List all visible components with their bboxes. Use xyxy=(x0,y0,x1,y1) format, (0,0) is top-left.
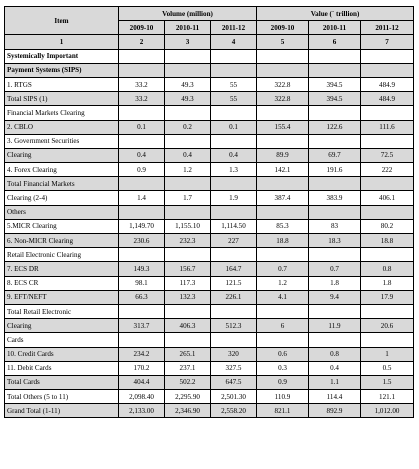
row-label: 1. RTGS xyxy=(5,77,119,91)
table-cell xyxy=(211,248,257,262)
table-body xyxy=(5,49,414,418)
table-cell: 394.5 xyxy=(309,92,361,106)
row-label: Financial Markets Clearing xyxy=(5,106,119,120)
table-cell: 0.7 xyxy=(257,262,309,276)
table-cell: 2,501.30 xyxy=(211,390,257,404)
table-cell: 18.8 xyxy=(257,234,309,248)
row-label: 4. Forex Clearing xyxy=(5,163,119,177)
table-cell xyxy=(361,333,414,347)
table-cell xyxy=(119,49,165,63)
table-cell: 0.8 xyxy=(309,347,361,361)
table-cell: 1.2 xyxy=(165,163,211,177)
column-number: 1 xyxy=(5,35,119,49)
table-cell: 2,558.20 xyxy=(211,404,257,418)
table-cell: 155.4 xyxy=(257,120,309,134)
table-cell: 327.5 xyxy=(211,361,257,375)
table-cell xyxy=(119,248,165,262)
table-cell xyxy=(309,248,361,262)
table-cell: 1.5 xyxy=(361,375,414,389)
table-cell xyxy=(257,248,309,262)
table-cell: 1.8 xyxy=(361,276,414,290)
year-header: 2009-10 xyxy=(257,21,309,35)
table-cell xyxy=(257,63,309,77)
row-label: 6. Non-MICR Clearing xyxy=(5,234,119,248)
table-cell xyxy=(211,63,257,77)
table-cell: 9.4 xyxy=(309,290,361,304)
table-cell: 0.1 xyxy=(119,120,165,134)
table-cell: 1.2 xyxy=(257,276,309,290)
table-cell: 18.8 xyxy=(361,234,414,248)
year-header: 2011-12 xyxy=(211,21,257,35)
table-row xyxy=(5,276,414,290)
table-cell: 512.3 xyxy=(211,319,257,333)
table-cell: 1.9 xyxy=(211,191,257,205)
table-cell: 322.8 xyxy=(257,77,309,91)
table-cell xyxy=(165,304,211,318)
table-cell: 404.4 xyxy=(119,375,165,389)
row-label: 10. Credit Cards xyxy=(5,347,119,361)
table-cell xyxy=(119,106,165,120)
row-label: 11. Debit Cards xyxy=(5,361,119,375)
table-cell: 66.3 xyxy=(119,290,165,304)
row-label: 7. ECS DR xyxy=(5,262,119,276)
table-cell: 234.2 xyxy=(119,347,165,361)
table-cell xyxy=(211,106,257,120)
table-cell xyxy=(361,304,414,318)
table-row xyxy=(5,262,414,276)
table-cell xyxy=(165,205,211,219)
year-header: 2011-12 xyxy=(361,21,414,35)
table-cell: 0.6 xyxy=(257,347,309,361)
table-cell: 230.6 xyxy=(119,234,165,248)
table-cell: 72.5 xyxy=(361,148,414,162)
table-cell: 222 xyxy=(361,163,414,177)
table-cell: 170.2 xyxy=(119,361,165,375)
table-row xyxy=(5,106,414,120)
table-cell xyxy=(309,63,361,77)
table-cell xyxy=(119,134,165,148)
table-cell: 1,149.70 xyxy=(119,219,165,233)
table-cell: 1,155.10 xyxy=(165,219,211,233)
table-cell: 0.9 xyxy=(119,163,165,177)
table-row xyxy=(5,49,414,63)
table-cell xyxy=(211,333,257,347)
table-cell: 191.6 xyxy=(309,163,361,177)
table-cell: 2,346.90 xyxy=(165,404,211,418)
table-cell: 33.2 xyxy=(119,77,165,91)
table-cell: 647.5 xyxy=(211,375,257,389)
table-cell xyxy=(119,333,165,347)
table-cell xyxy=(257,333,309,347)
table-cell: 149.3 xyxy=(119,262,165,276)
row-label: Total Others (5 to 11) xyxy=(5,390,119,404)
table-cell: 6 xyxy=(257,319,309,333)
table-cell: 33.2 xyxy=(119,92,165,106)
table-cell xyxy=(211,177,257,191)
table-cell: 0.9 xyxy=(257,375,309,389)
table-cell: 156.7 xyxy=(165,262,211,276)
table-cell: 1.1 xyxy=(309,375,361,389)
table-row xyxy=(5,77,414,91)
table-cell xyxy=(211,304,257,318)
table-cell xyxy=(165,49,211,63)
table-cell xyxy=(257,106,309,120)
table-cell xyxy=(165,63,211,77)
table-cell: 117.3 xyxy=(165,276,211,290)
table-cell: 313.7 xyxy=(119,319,165,333)
table-cell: 69.7 xyxy=(309,148,361,162)
table-cell: 18.3 xyxy=(309,234,361,248)
table-cell xyxy=(361,248,414,262)
header-row-top xyxy=(5,7,414,21)
table-cell: 17.9 xyxy=(361,290,414,304)
table-cell: 11.9 xyxy=(309,319,361,333)
table-cell xyxy=(257,304,309,318)
table-cell xyxy=(211,205,257,219)
table-cell: 2,133.00 xyxy=(119,404,165,418)
table-cell xyxy=(165,106,211,120)
table-cell: 55 xyxy=(211,92,257,106)
value-header: Value (` trillion) xyxy=(257,7,414,21)
row-label: Payment Systems (SIPS) xyxy=(5,63,119,77)
table-cell: 0.5 xyxy=(361,361,414,375)
column-number: 7 xyxy=(361,35,414,49)
table-cell xyxy=(211,49,257,63)
row-label: Clearing xyxy=(5,148,119,162)
table-cell: 98.1 xyxy=(119,276,165,290)
table-cell xyxy=(119,205,165,219)
table-cell: 4.1 xyxy=(257,290,309,304)
row-label: Grand Total (1-11) xyxy=(5,404,119,418)
table-cell: 132.3 xyxy=(165,290,211,304)
table-cell xyxy=(309,49,361,63)
table-cell: 227 xyxy=(211,234,257,248)
table-cell: 383.9 xyxy=(309,191,361,205)
table-cell: 20.6 xyxy=(361,319,414,333)
table-cell: 237.1 xyxy=(165,361,211,375)
column-number: 5 xyxy=(257,35,309,49)
column-number: 4 xyxy=(211,35,257,49)
table-cell xyxy=(309,304,361,318)
year-header: 2009-10 xyxy=(119,21,165,35)
table-row xyxy=(5,163,414,177)
table-cell: 406.1 xyxy=(361,191,414,205)
table-cell xyxy=(309,205,361,219)
table-row xyxy=(5,92,414,106)
table-cell: 406.3 xyxy=(165,319,211,333)
table-row xyxy=(5,304,414,318)
table-cell: 387.4 xyxy=(257,191,309,205)
table-cell: 0.4 xyxy=(211,148,257,162)
table-row xyxy=(5,134,414,148)
table-row xyxy=(5,248,414,262)
row-label: Others xyxy=(5,205,119,219)
row-label: 8. ECS CR xyxy=(5,276,119,290)
table-cell xyxy=(165,333,211,347)
row-label: Total Cards xyxy=(5,375,119,389)
table-cell: 1 xyxy=(361,347,414,361)
table-row xyxy=(5,319,414,333)
table-cell: 892.9 xyxy=(309,404,361,418)
row-label: Retail Electronic Clearing xyxy=(5,248,119,262)
volume-header: Volume (million) xyxy=(119,7,257,21)
year-header: 2010-11 xyxy=(309,21,361,35)
row-label: Total Retail Electronic xyxy=(5,304,119,318)
row-label: 5.MICR Clearing xyxy=(5,219,119,233)
table-cell: 1.3 xyxy=(211,163,257,177)
table-row xyxy=(5,404,414,418)
table-cell: 484.9 xyxy=(361,92,414,106)
table-cell: 122.6 xyxy=(309,120,361,134)
table-cell: 80.2 xyxy=(361,219,414,233)
row-label: 2. CBLO xyxy=(5,120,119,134)
table-cell: 1.7 xyxy=(165,191,211,205)
table-row xyxy=(5,177,414,191)
column-number: 2 xyxy=(119,35,165,49)
table-cell: 265.1 xyxy=(165,347,211,361)
table-row xyxy=(5,347,414,361)
table-row xyxy=(5,375,414,389)
table-cell: 0.2 xyxy=(165,120,211,134)
table-cell xyxy=(361,106,414,120)
table-cell xyxy=(361,205,414,219)
table-cell: 142.1 xyxy=(257,163,309,177)
table-cell: 49.3 xyxy=(165,92,211,106)
table-cell: 226.1 xyxy=(211,290,257,304)
table-row xyxy=(5,333,414,347)
table-cell xyxy=(119,304,165,318)
table-cell: 49.3 xyxy=(165,77,211,91)
table-cell: 502.2 xyxy=(165,375,211,389)
table-row xyxy=(5,361,414,375)
table-cell xyxy=(211,134,257,148)
row-label: Clearing xyxy=(5,319,119,333)
table-cell xyxy=(119,63,165,77)
table-cell: 89.9 xyxy=(257,148,309,162)
table-row xyxy=(5,63,414,77)
table-cell xyxy=(361,177,414,191)
table-cell: 111.6 xyxy=(361,120,414,134)
table-cell: 232.3 xyxy=(165,234,211,248)
column-number: 3 xyxy=(165,35,211,49)
table-cell xyxy=(257,134,309,148)
table-cell xyxy=(309,333,361,347)
row-label: 9. EFT/NEFT xyxy=(5,290,119,304)
table-cell: 83 xyxy=(309,219,361,233)
table-cell: 0.4 xyxy=(165,148,211,162)
table-row xyxy=(5,390,414,404)
table-cell xyxy=(361,63,414,77)
table-cell xyxy=(309,177,361,191)
table-row xyxy=(5,234,414,248)
table-cell: 484.9 xyxy=(361,77,414,91)
table-cell xyxy=(257,49,309,63)
table-cell: 0.8 xyxy=(361,262,414,276)
table-cell: 164.7 xyxy=(211,262,257,276)
item-header: Item xyxy=(5,7,119,35)
table-cell xyxy=(119,177,165,191)
table-cell: 2,295.90 xyxy=(165,390,211,404)
table-cell: 110.9 xyxy=(257,390,309,404)
header-row-column-numbers xyxy=(5,35,414,49)
table-cell: 821.1 xyxy=(257,404,309,418)
table-cell: 0.4 xyxy=(119,148,165,162)
table-row xyxy=(5,219,414,233)
year-header: 2010-11 xyxy=(165,21,211,35)
table-cell xyxy=(309,106,361,120)
table-row xyxy=(5,205,414,219)
table-row xyxy=(5,120,414,134)
table-cell: 1.4 xyxy=(119,191,165,205)
row-label: 3. Government Securities xyxy=(5,134,119,148)
table-cell xyxy=(165,177,211,191)
table-cell: 394.5 xyxy=(309,77,361,91)
row-label: Total Financial Markets xyxy=(5,177,119,191)
table-cell: 0.3 xyxy=(257,361,309,375)
row-label: Systemically Important xyxy=(5,49,119,63)
row-label: Total SIPS (1) xyxy=(5,92,119,106)
table-cell xyxy=(361,134,414,148)
payment-systems-table xyxy=(4,6,414,418)
table-cell: 320 xyxy=(211,347,257,361)
table-row xyxy=(5,290,414,304)
table-cell: 0.7 xyxy=(309,262,361,276)
table-cell xyxy=(257,177,309,191)
table-cell xyxy=(165,134,211,148)
table-cell: 121.1 xyxy=(361,390,414,404)
table-cell: 1.8 xyxy=(309,276,361,290)
table-cell xyxy=(165,248,211,262)
table-cell: 114.4 xyxy=(309,390,361,404)
payment-systems-table-container xyxy=(4,6,413,418)
table-cell xyxy=(361,49,414,63)
table-cell: 85.3 xyxy=(257,219,309,233)
table-cell: 1,012.00 xyxy=(361,404,414,418)
table-cell: 55 xyxy=(211,77,257,91)
table-cell xyxy=(257,205,309,219)
table-cell: 2,098.40 xyxy=(119,390,165,404)
table-cell: 121.5 xyxy=(211,276,257,290)
table-cell: 0.4 xyxy=(309,361,361,375)
table-cell: 1,114.50 xyxy=(211,219,257,233)
table-cell: 0.1 xyxy=(211,120,257,134)
row-label: Cards xyxy=(5,333,119,347)
column-number: 6 xyxy=(309,35,361,49)
table-row xyxy=(5,191,414,205)
table-cell: 322.8 xyxy=(257,92,309,106)
table-cell xyxy=(309,134,361,148)
table-row xyxy=(5,148,414,162)
row-label: Clearing (2-4) xyxy=(5,191,119,205)
